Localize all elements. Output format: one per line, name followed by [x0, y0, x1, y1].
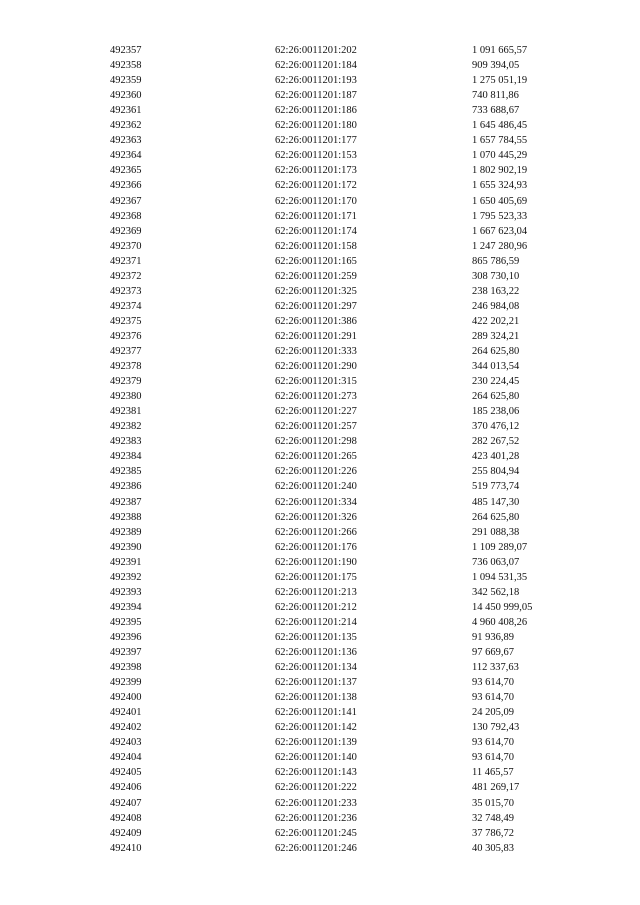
- table-row: [0, 646, 640, 660]
- cadastral-value: 37 786,72: [472, 827, 514, 839]
- table-row: [0, 210, 640, 224]
- cadastral-number: 62:26:0011201:236: [275, 812, 357, 824]
- cadastral-value: 238 163,22: [472, 285, 520, 297]
- record-number: 492391: [110, 556, 142, 568]
- record-number: 492401: [110, 707, 142, 719]
- table-row: [0, 315, 640, 329]
- table-row: [0, 496, 640, 510]
- table-row: [0, 812, 640, 826]
- table-row: [0, 345, 640, 359]
- cadastral-value: 1 667 623,04: [472, 225, 528, 237]
- cadastral-number: 62:26:0011201:246: [275, 842, 357, 854]
- cadastral-number: 62:26:0011201:138: [275, 692, 357, 704]
- table-row: [0, 676, 640, 690]
- table-row: [0, 706, 640, 720]
- table-row: [0, 781, 640, 795]
- record-number: 492387: [110, 496, 142, 508]
- table-row: [0, 255, 640, 269]
- record-number: 492394: [110, 601, 142, 613]
- cadastral-number: 62:26:0011201:245: [275, 827, 357, 839]
- table-row: [0, 586, 640, 600]
- cadastral-value: 289 324,21: [472, 330, 520, 342]
- cadastral-value: 24 205,09: [472, 707, 514, 719]
- cadastral-number: 62:26:0011201:226: [275, 466, 357, 478]
- cadastral-value: 1 247 280,96: [472, 240, 528, 252]
- table-row: [0, 631, 640, 645]
- table-row: [0, 390, 640, 404]
- record-number: 492370: [110, 240, 142, 252]
- record-number: 492369: [110, 225, 142, 237]
- table-row: [0, 480, 640, 494]
- cadastral-value: 1 275 051,19: [472, 75, 528, 87]
- cadastral-value: 1 070 445,29: [472, 150, 528, 162]
- table-row: [0, 225, 640, 239]
- cadastral-number: 62:26:0011201:171: [275, 210, 357, 222]
- record-number: 492361: [110, 105, 142, 117]
- record-number: 492396: [110, 631, 142, 643]
- cadastral-number: 62:26:0011201:326: [275, 511, 357, 523]
- cadastral-value: 485 147,30: [472, 496, 520, 508]
- record-number: 492405: [110, 767, 142, 779]
- record-number: 492393: [110, 586, 142, 598]
- record-number: 492398: [110, 662, 142, 674]
- cadastral-number: 62:26:0011201:187: [275, 90, 357, 102]
- cadastral-number: 62:26:0011201:143: [275, 767, 357, 779]
- record-number: 492360: [110, 90, 142, 102]
- cadastral-number: 62:26:0011201:170: [275, 195, 357, 207]
- cadastral-number: 62:26:0011201:259: [275, 270, 357, 282]
- cadastral-value: 1 094 531,35: [472, 571, 528, 583]
- cadastral-value: 1 657 784,55: [472, 135, 528, 147]
- record-number: 492376: [110, 330, 142, 342]
- cadastral-value: 93 614,70: [472, 752, 514, 764]
- table-row: [0, 164, 640, 178]
- cadastral-number: 62:26:0011201:257: [275, 421, 357, 433]
- table-row: [0, 465, 640, 479]
- table-row: [0, 435, 640, 449]
- table-row: [0, 541, 640, 555]
- cadastral-value: 370 476,12: [472, 421, 520, 433]
- table-row: [0, 601, 640, 615]
- cadastral-number: 62:26:0011201:158: [275, 240, 357, 252]
- table-row: [0, 89, 640, 103]
- record-number: 492390: [110, 541, 142, 553]
- record-number: 492383: [110, 436, 142, 448]
- cadastral-value: 11 465,57: [472, 767, 514, 779]
- cadastral-number: 62:26:0011201:291: [275, 330, 357, 342]
- cadastral-value: 93 614,70: [472, 737, 514, 749]
- cadastral-value: 264 625,80: [472, 391, 520, 403]
- cadastral-number: 62:26:0011201:240: [275, 481, 357, 493]
- record-number: 492407: [110, 797, 142, 809]
- cadastral-value: 733 688,67: [472, 105, 520, 117]
- cadastral-value: 97 669,67: [472, 647, 514, 658]
- record-number: 492408: [110, 812, 142, 824]
- record-number: 492389: [110, 526, 142, 538]
- record-number: 492402: [110, 722, 142, 734]
- cadastral-number: 62:26:0011201:325: [275, 285, 357, 297]
- cadastral-number: 62:26:0011201:298: [275, 436, 357, 448]
- record-number: 492371: [110, 255, 142, 267]
- cadastral-number: 62:26:0011201:142: [275, 722, 357, 734]
- cadastral-number: 62:26:0011201:213: [275, 586, 357, 598]
- table-row: [0, 119, 640, 133]
- cadastral-number: 62:26:0011201:212: [275, 601, 357, 613]
- cadastral-value: 264 625,80: [472, 511, 520, 523]
- record-number: 492359: [110, 75, 142, 87]
- cadastral-number: 62:26:0011201:177: [275, 135, 357, 147]
- record-number: 492381: [110, 406, 142, 418]
- record-number: 492378: [110, 361, 142, 373]
- cadastral-value: 185 238,06: [472, 406, 520, 418]
- record-number: 492397: [110, 647, 142, 658]
- record-number: 492385: [110, 466, 142, 478]
- cadastral-value: 130 792,43: [472, 722, 520, 734]
- record-number: 492374: [110, 300, 142, 312]
- table-row: [0, 511, 640, 525]
- cadastral-number: 62:26:0011201:175: [275, 571, 357, 583]
- table-row: [0, 450, 640, 464]
- cadastral-number: 62:26:0011201:222: [275, 782, 357, 794]
- table-row: [0, 691, 640, 705]
- record-number: 492368: [110, 210, 142, 222]
- cadastral-value: 519 773,74: [472, 481, 520, 493]
- cadastral-value: 230 224,45: [472, 376, 520, 388]
- cadastral-number: 62:26:0011201:135: [275, 631, 357, 643]
- table-row: [0, 195, 640, 209]
- cadastral-value: 291 088,38: [472, 526, 520, 538]
- record-number: 492400: [110, 692, 142, 704]
- cadastral-number: 62:26:0011201:190: [275, 556, 357, 568]
- cadastral-value: 93 614,70: [472, 692, 514, 704]
- record-number: 492365: [110, 165, 142, 177]
- record-number: 492399: [110, 677, 142, 689]
- cadastral-number: 62:26:0011201:173: [275, 165, 357, 177]
- cadastral-number: 62:26:0011201:186: [275, 105, 357, 117]
- table-row: [0, 766, 640, 780]
- record-number: 492372: [110, 270, 142, 282]
- cadastral-value: 112 337,63: [472, 662, 519, 674]
- table-row: [0, 59, 640, 73]
- cadastral-number: 62:26:0011201:266: [275, 526, 357, 538]
- table-row: [0, 797, 640, 811]
- cadastral-number: 62:26:0011201:174: [275, 225, 357, 237]
- cadastral-value: 255 804,94: [472, 466, 520, 478]
- cadastral-number: 62:26:0011201:202: [275, 45, 357, 56]
- cadastral-number: 62:26:0011201:334: [275, 496, 357, 508]
- cadastral-value: 35 015,70: [472, 797, 514, 809]
- cadastral-value: 264 625,80: [472, 346, 520, 357]
- cadastral-number: 62:26:0011201:273: [275, 391, 357, 403]
- cadastral-value: 40 305,83: [472, 842, 514, 854]
- cadastral-number: 62:26:0011201:193: [275, 75, 357, 87]
- record-number: 492362: [110, 120, 142, 132]
- cadastral-number: 62:26:0011201:137: [275, 677, 357, 689]
- cadastral-number: 62:26:0011201:172: [275, 180, 357, 192]
- record-number: 492379: [110, 376, 142, 388]
- table-row: [0, 360, 640, 374]
- cadastral-value: 14 450 999,05: [472, 601, 533, 613]
- table-row: [0, 827, 640, 841]
- cadastral-value: 736 063,07: [472, 556, 520, 568]
- cadastral-number: 62:26:0011201:141: [275, 707, 357, 719]
- cadastral-value: 865 786,59: [472, 255, 520, 267]
- table-row: [0, 74, 640, 88]
- record-number: 492375: [110, 315, 142, 327]
- table-row: [0, 375, 640, 389]
- record-number: 492363: [110, 135, 142, 147]
- cadastral-value: 1 650 405,69: [472, 195, 528, 207]
- table-row: [0, 300, 640, 314]
- record-number: 492384: [110, 451, 142, 463]
- table-row: [0, 751, 640, 765]
- cadastral-value: 4 960 408,26: [472, 616, 528, 628]
- table-row: [0, 721, 640, 735]
- record-number: 492364: [110, 150, 142, 162]
- cadastral-value: 1 645 486,45: [472, 120, 528, 132]
- cadastral-number: 62:26:0011201:386: [275, 315, 357, 327]
- cadastral-value: 308 730,10: [472, 270, 520, 282]
- record-number: 492358: [110, 60, 142, 72]
- cadastral-number: 62:26:0011201:180: [275, 120, 357, 132]
- table-row: [0, 134, 640, 148]
- cadastral-value: 1 109 289,07: [472, 541, 528, 553]
- cadastral-number: 62:26:0011201:140: [275, 752, 357, 764]
- table-row: [0, 285, 640, 299]
- cadastral-number: 62:26:0011201:214: [275, 616, 357, 628]
- record-number: 492366: [110, 180, 142, 192]
- cadastral-number: 62:26:0011201:315: [275, 376, 357, 388]
- cadastral-value: 1 655 324,93: [472, 180, 528, 192]
- cadastral-value: 246 984,08: [472, 300, 520, 312]
- table-row: [0, 736, 640, 750]
- record-number: 492406: [110, 782, 142, 794]
- cadastral-number: 62:26:0011201:184: [275, 60, 357, 72]
- cadastral-value: 342 562,18: [472, 586, 520, 598]
- table-row: [0, 270, 640, 284]
- cadastral-number: 62:26:0011201:136: [275, 647, 357, 658]
- cadastral-value: 423 401,28: [472, 451, 520, 463]
- record-number: 492392: [110, 571, 142, 583]
- table-row: [0, 149, 640, 163]
- cadastral-value: 93 614,70: [472, 677, 514, 689]
- table-row: [0, 420, 640, 434]
- table-row: [0, 405, 640, 419]
- record-number: 492388: [110, 511, 142, 523]
- cadastral-number: 62:26:0011201:153: [275, 150, 357, 162]
- cadastral-value: 740 811,86: [472, 90, 519, 102]
- cadastral-value: 91 936,89: [472, 631, 514, 643]
- cadastral-number: 62:26:0011201:176: [275, 541, 357, 553]
- cadastral-number: 62:26:0011201:297: [275, 300, 357, 312]
- record-number: 492403: [110, 737, 142, 749]
- table-row: [0, 616, 640, 630]
- table-row: [0, 661, 640, 675]
- record-number: 492357: [110, 45, 142, 56]
- cadastral-value: 1 802 902,19: [472, 165, 528, 177]
- cadastral-value: 282 267,52: [472, 436, 520, 448]
- record-number: 492395: [110, 616, 142, 628]
- record-number: 492377: [110, 346, 142, 357]
- record-number: 492380: [110, 391, 142, 403]
- record-number: 492404: [110, 752, 142, 764]
- cadastral-number: 62:26:0011201:233: [275, 797, 357, 809]
- cadastral-value: 32 748,49: [472, 812, 514, 824]
- cadastral-number: 62:26:0011201:165: [275, 255, 357, 267]
- cadastral-number: 62:26:0011201:333: [275, 346, 357, 357]
- cadastral-number: 62:26:0011201:265: [275, 451, 357, 463]
- table-row: [0, 330, 640, 344]
- cadastral-number: 62:26:0011201:227: [275, 406, 357, 418]
- cadastral-value: 1 795 523,33: [472, 210, 528, 222]
- table-row: [0, 526, 640, 540]
- cadastral-value: 481 269,17: [472, 782, 520, 794]
- record-number: 492410: [110, 842, 142, 854]
- table-row: [0, 179, 640, 193]
- cadastral-value: 344 013,54: [472, 361, 520, 373]
- table-row: [0, 556, 640, 570]
- table-row: [0, 571, 640, 585]
- cadastral-value: 1 091 665,57: [472, 45, 528, 56]
- table-row: [0, 44, 640, 58]
- record-number: 492382: [110, 421, 142, 433]
- table-row: [0, 104, 640, 118]
- cadastral-number: 62:26:0011201:139: [275, 737, 357, 749]
- table-row: [0, 842, 640, 856]
- cadastral-number: 62:26:0011201:290: [275, 361, 357, 373]
- record-number: 492367: [110, 195, 142, 207]
- cadastral-value: 909 394,05: [472, 60, 520, 72]
- table-row: [0, 240, 640, 254]
- record-number: 492409: [110, 827, 142, 839]
- record-number: 492386: [110, 481, 142, 493]
- cadastral-value: 422 202,21: [472, 315, 520, 327]
- record-number: 492373: [110, 285, 142, 297]
- cadastral-number: 62:26:0011201:134: [275, 662, 357, 674]
